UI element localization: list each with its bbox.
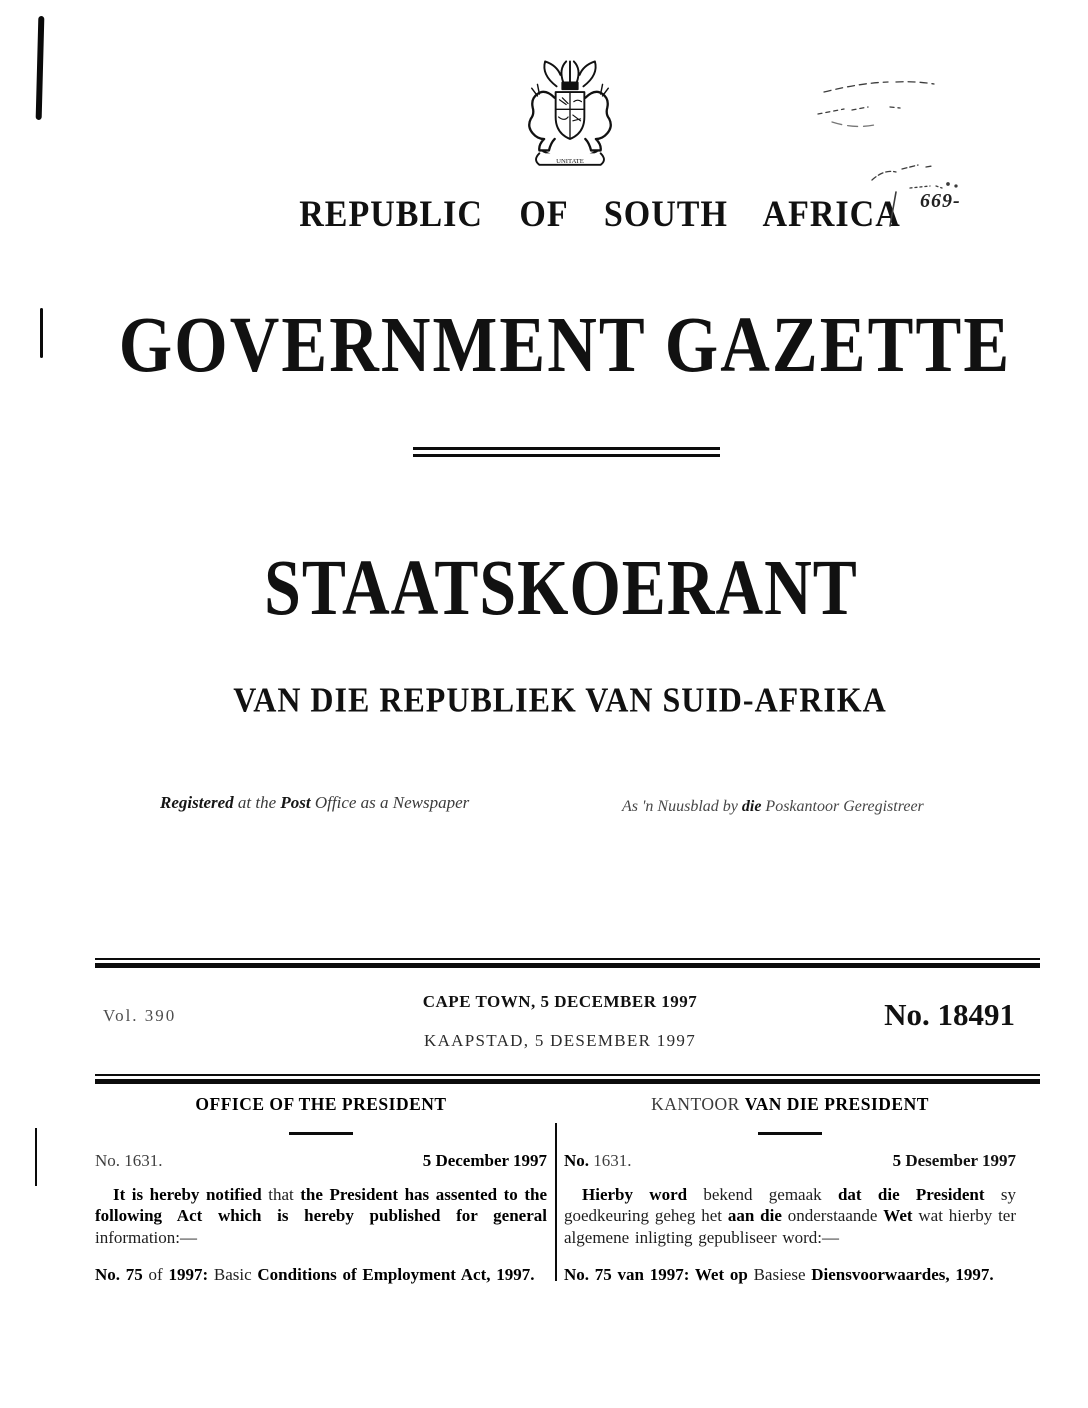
handwritten-number: 669- [920,190,961,212]
left-act-line: No. 75 of 1997: Basic Conditions of Employment Act, 1997. [95,1265,535,1285]
right-column [564,1094,1016,1286]
place-date-afrikaans: KAAPSTAD, 5 DESEMBER 1997 [424,1031,696,1050]
right-body-paragraph: Hierby word bekend gemaak dat die President sy goedkeuring geheg het aan die onderstaande Wet wat hierby ter algemene inligting gepubliseer word:— [564,1184,1016,1247]
binding-mark-bottom [35,1128,37,1186]
slash-mark [890,192,896,226]
column-divider [555,1123,557,1281]
right-supporter [585,92,610,151]
right-notice-number: No. 1631. [564,1151,632,1170]
right-act-line: No. 75 van 1997: Wet op Basiese Diensvoorwaardes, 1997. [564,1265,994,1285]
right-notice-date: 5 Desember 1997 [892,1151,1016,1170]
binding-mark-top [36,16,45,120]
gazette-title-afrikaans: STAATSKOERANT [264,544,858,632]
left-column-header: OFFICE OF THE PRESIDENT [195,1094,447,1114]
left-header-rule [289,1132,353,1135]
left-body-paragraph: It is hereby notified that the President has assented to the following Act which is hereby published for general information:— [95,1184,547,1247]
double-rule-divider [413,447,720,457]
gazette-number: No. 18491 [884,997,1015,1032]
registered-notice-english: Registered at the Post Office as a Newspaper [160,793,470,812]
place-date-english: CAPE TOWN, 5 DECEMBER 1997 [422,992,698,1011]
left-notice-number: No. 1631. [95,1151,163,1170]
gazette-title-english: GOVERNMENT GAZETTE [118,301,1012,389]
coat-of-arms [503,56,637,176]
right-header-rule [758,1132,822,1135]
info-band-top-rule [95,958,1040,968]
motto-text: UNITATE [556,157,584,165]
volume-number: Vol. 390 [103,1006,177,1025]
right-notice-row [564,1152,1016,1171]
right-column-header: KANTOOR VAN DIE PRESIDENT [651,1094,929,1114]
left-notice-row [95,1152,547,1171]
gazette-subtitle-afrikaans: VAN DIE REPUBLIEK VAN SUID-AFRIKA [233,680,887,719]
info-band-bottom-rule [95,1074,1040,1084]
crest-plume [561,61,566,82]
registered-notice-afrikaans: As 'n Nuusblad by die Poskantoor Geregistreer [622,798,924,815]
country-title: REPUBLIC OF SOUTH AFRICA [299,194,901,235]
left-column [95,1094,547,1286]
left-notice-date: 5 December 1997 [422,1151,547,1170]
left-supporter [529,92,554,151]
